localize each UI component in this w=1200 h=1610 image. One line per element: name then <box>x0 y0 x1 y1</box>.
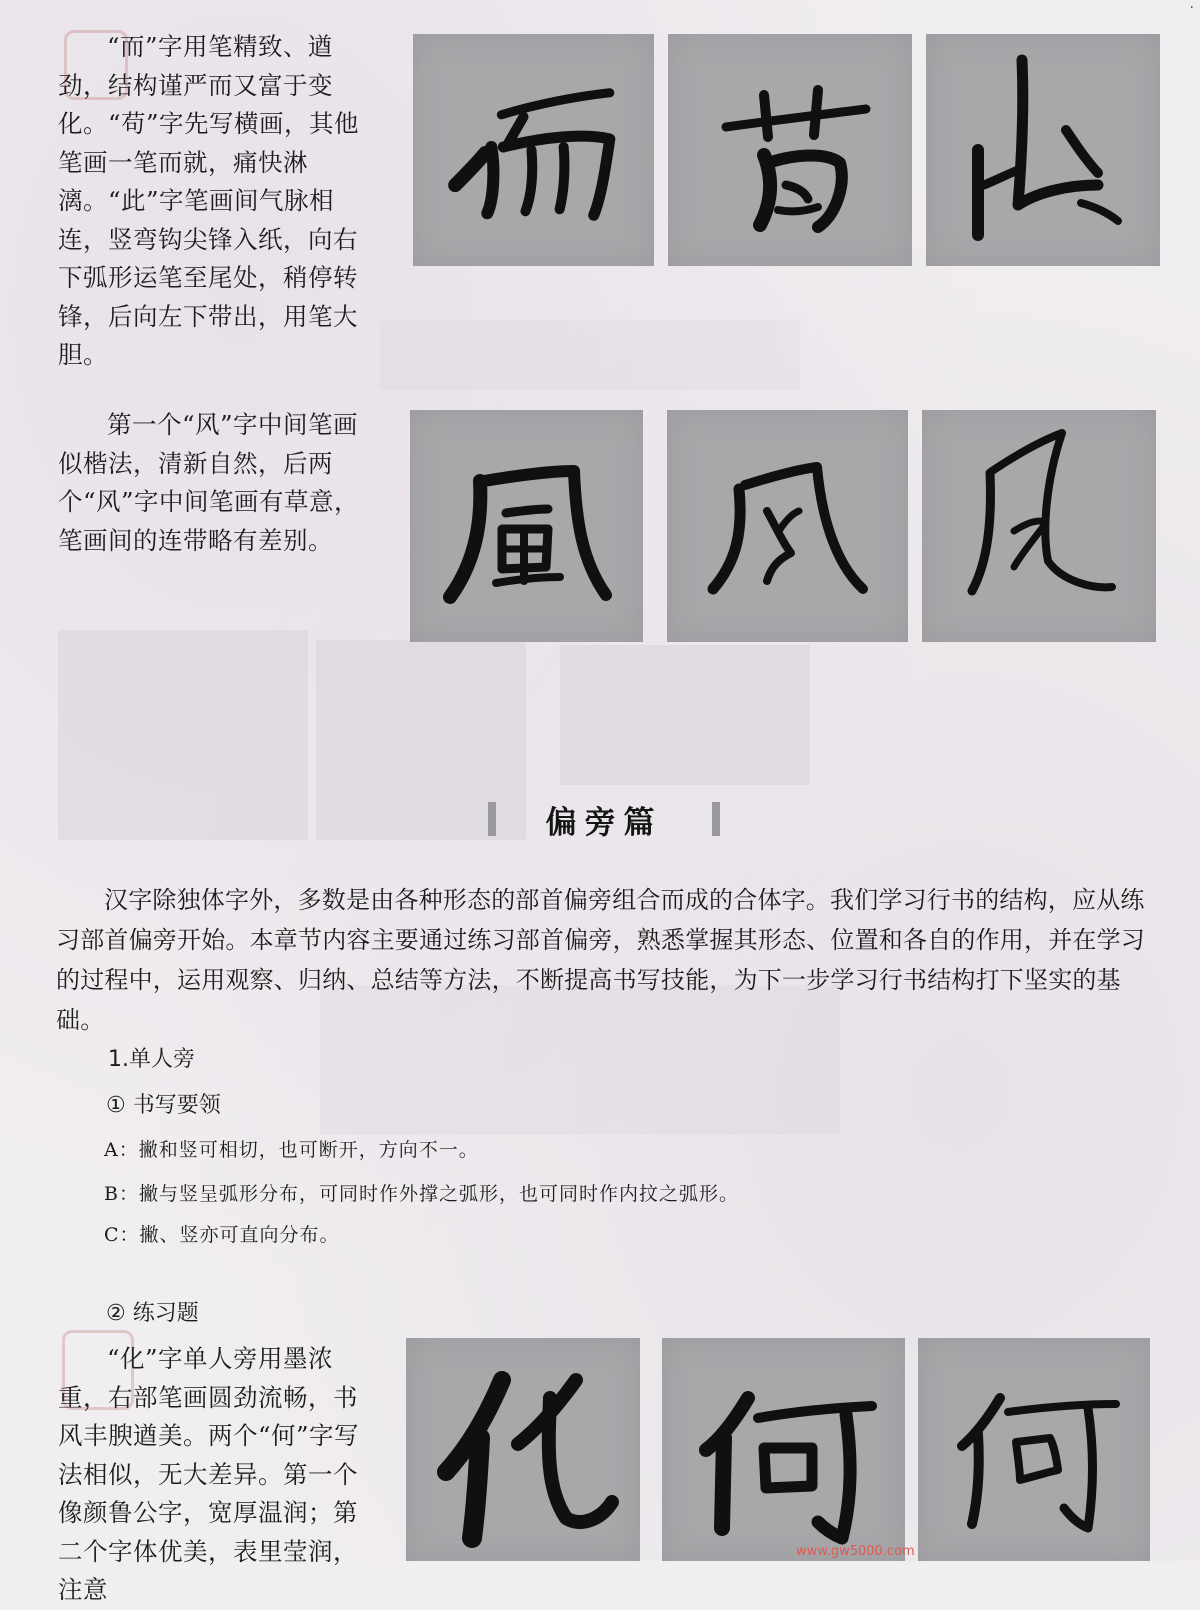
ci-character-icon <box>926 34 1160 266</box>
exercise-paragraph: “化”字单人旁用墨浓重，右部笔画圆劲流畅，书风丰腴遒美。两个“何”字写法相似，无大差异。第一个像颜鲁公字，宽厚温润；第二个字体优美，表里莹润，注意 <box>58 1344 360 1604</box>
he-character-icon <box>918 1338 1150 1561</box>
chapter-intro-paragraph: 汉字除独体字外，多数是由各种形态的部首偏旁组合而成的合体字。我们学习行书的结构，应从练习部首偏旁开始。本章节内容主要通过练习部首偏旁，熟悉掌握其形态、位置和各自的作用，并在学习的过程中，运用观察、归纳、总结等方法，不断提高书写技能，为下一步学习行书结构打下坚实的基础。 <box>56 886 1145 1034</box>
lesson-heading: 1.单人旁 <box>108 1047 195 1072</box>
bleed-through-block <box>380 320 800 390</box>
feng-character-icon <box>410 410 643 642</box>
heading-left-bar <box>488 802 496 836</box>
he-character-icon <box>662 1338 905 1561</box>
calligraphy-tile-feng-2 <box>667 410 908 642</box>
description-paragraph-2: 第一个“风”字中间笔画似楷法，清新自然，后两个“风”字中间笔画有草意，笔画间的连带略有差别。 <box>58 410 360 555</box>
calligraphy-tile-ci <box>926 34 1160 266</box>
calligraphy-tile-he-2 <box>918 1338 1150 1561</box>
corner-mark: · <box>1189 0 1194 16</box>
calligraphy-tile-hua <box>406 1338 640 1561</box>
feng-character-icon <box>922 410 1156 642</box>
calligraphy-tile-gou <box>668 34 912 266</box>
calligraphy-tile-feng-1 <box>410 410 643 642</box>
key-point-c: C：撇、竖亦可直向分布。 <box>104 1224 340 1246</box>
key-point-b: B：撇与竖呈弧形分布，可同时作外撑之弧形，也可同时作内抆之弧形。 <box>104 1183 739 1205</box>
key-points-heading: ① 书写要领 <box>106 1093 221 1118</box>
hua-character-icon <box>406 1338 640 1561</box>
site-watermark: www.gw5000.com <box>796 1544 915 1559</box>
description-paragraph-1: “而”字用笔精致、遒劲，结构谨严而又富于变化。“苟”字先写横画，其他笔画一笔而就，痛快淋漓。“此”字笔画间气脉相连，竖弯钩尖锋入纸，向右下弧形运笔至尾处，稍停转锋，后向左下带出，用笔大胆。 <box>58 32 360 369</box>
gou-character-icon <box>668 34 912 266</box>
key-point-a: A：撇和竖可相切，也可断开，方向不一。 <box>104 1139 479 1161</box>
calligraphy-tile-feng-3 <box>922 410 1156 642</box>
chapter-heading <box>488 798 720 840</box>
er-character-icon <box>413 34 654 266</box>
bleed-through-block <box>58 630 308 840</box>
exercise-heading: ② 练习题 <box>106 1301 199 1326</box>
bleed-through-block <box>560 645 810 785</box>
calligraphy-tile-he-1 <box>662 1338 905 1561</box>
calligraphy-tile-er <box>413 34 654 266</box>
heading-right-bar <box>712 802 720 836</box>
feng-character-icon <box>667 410 908 642</box>
chapter-title: 偏旁篇 <box>545 804 663 841</box>
